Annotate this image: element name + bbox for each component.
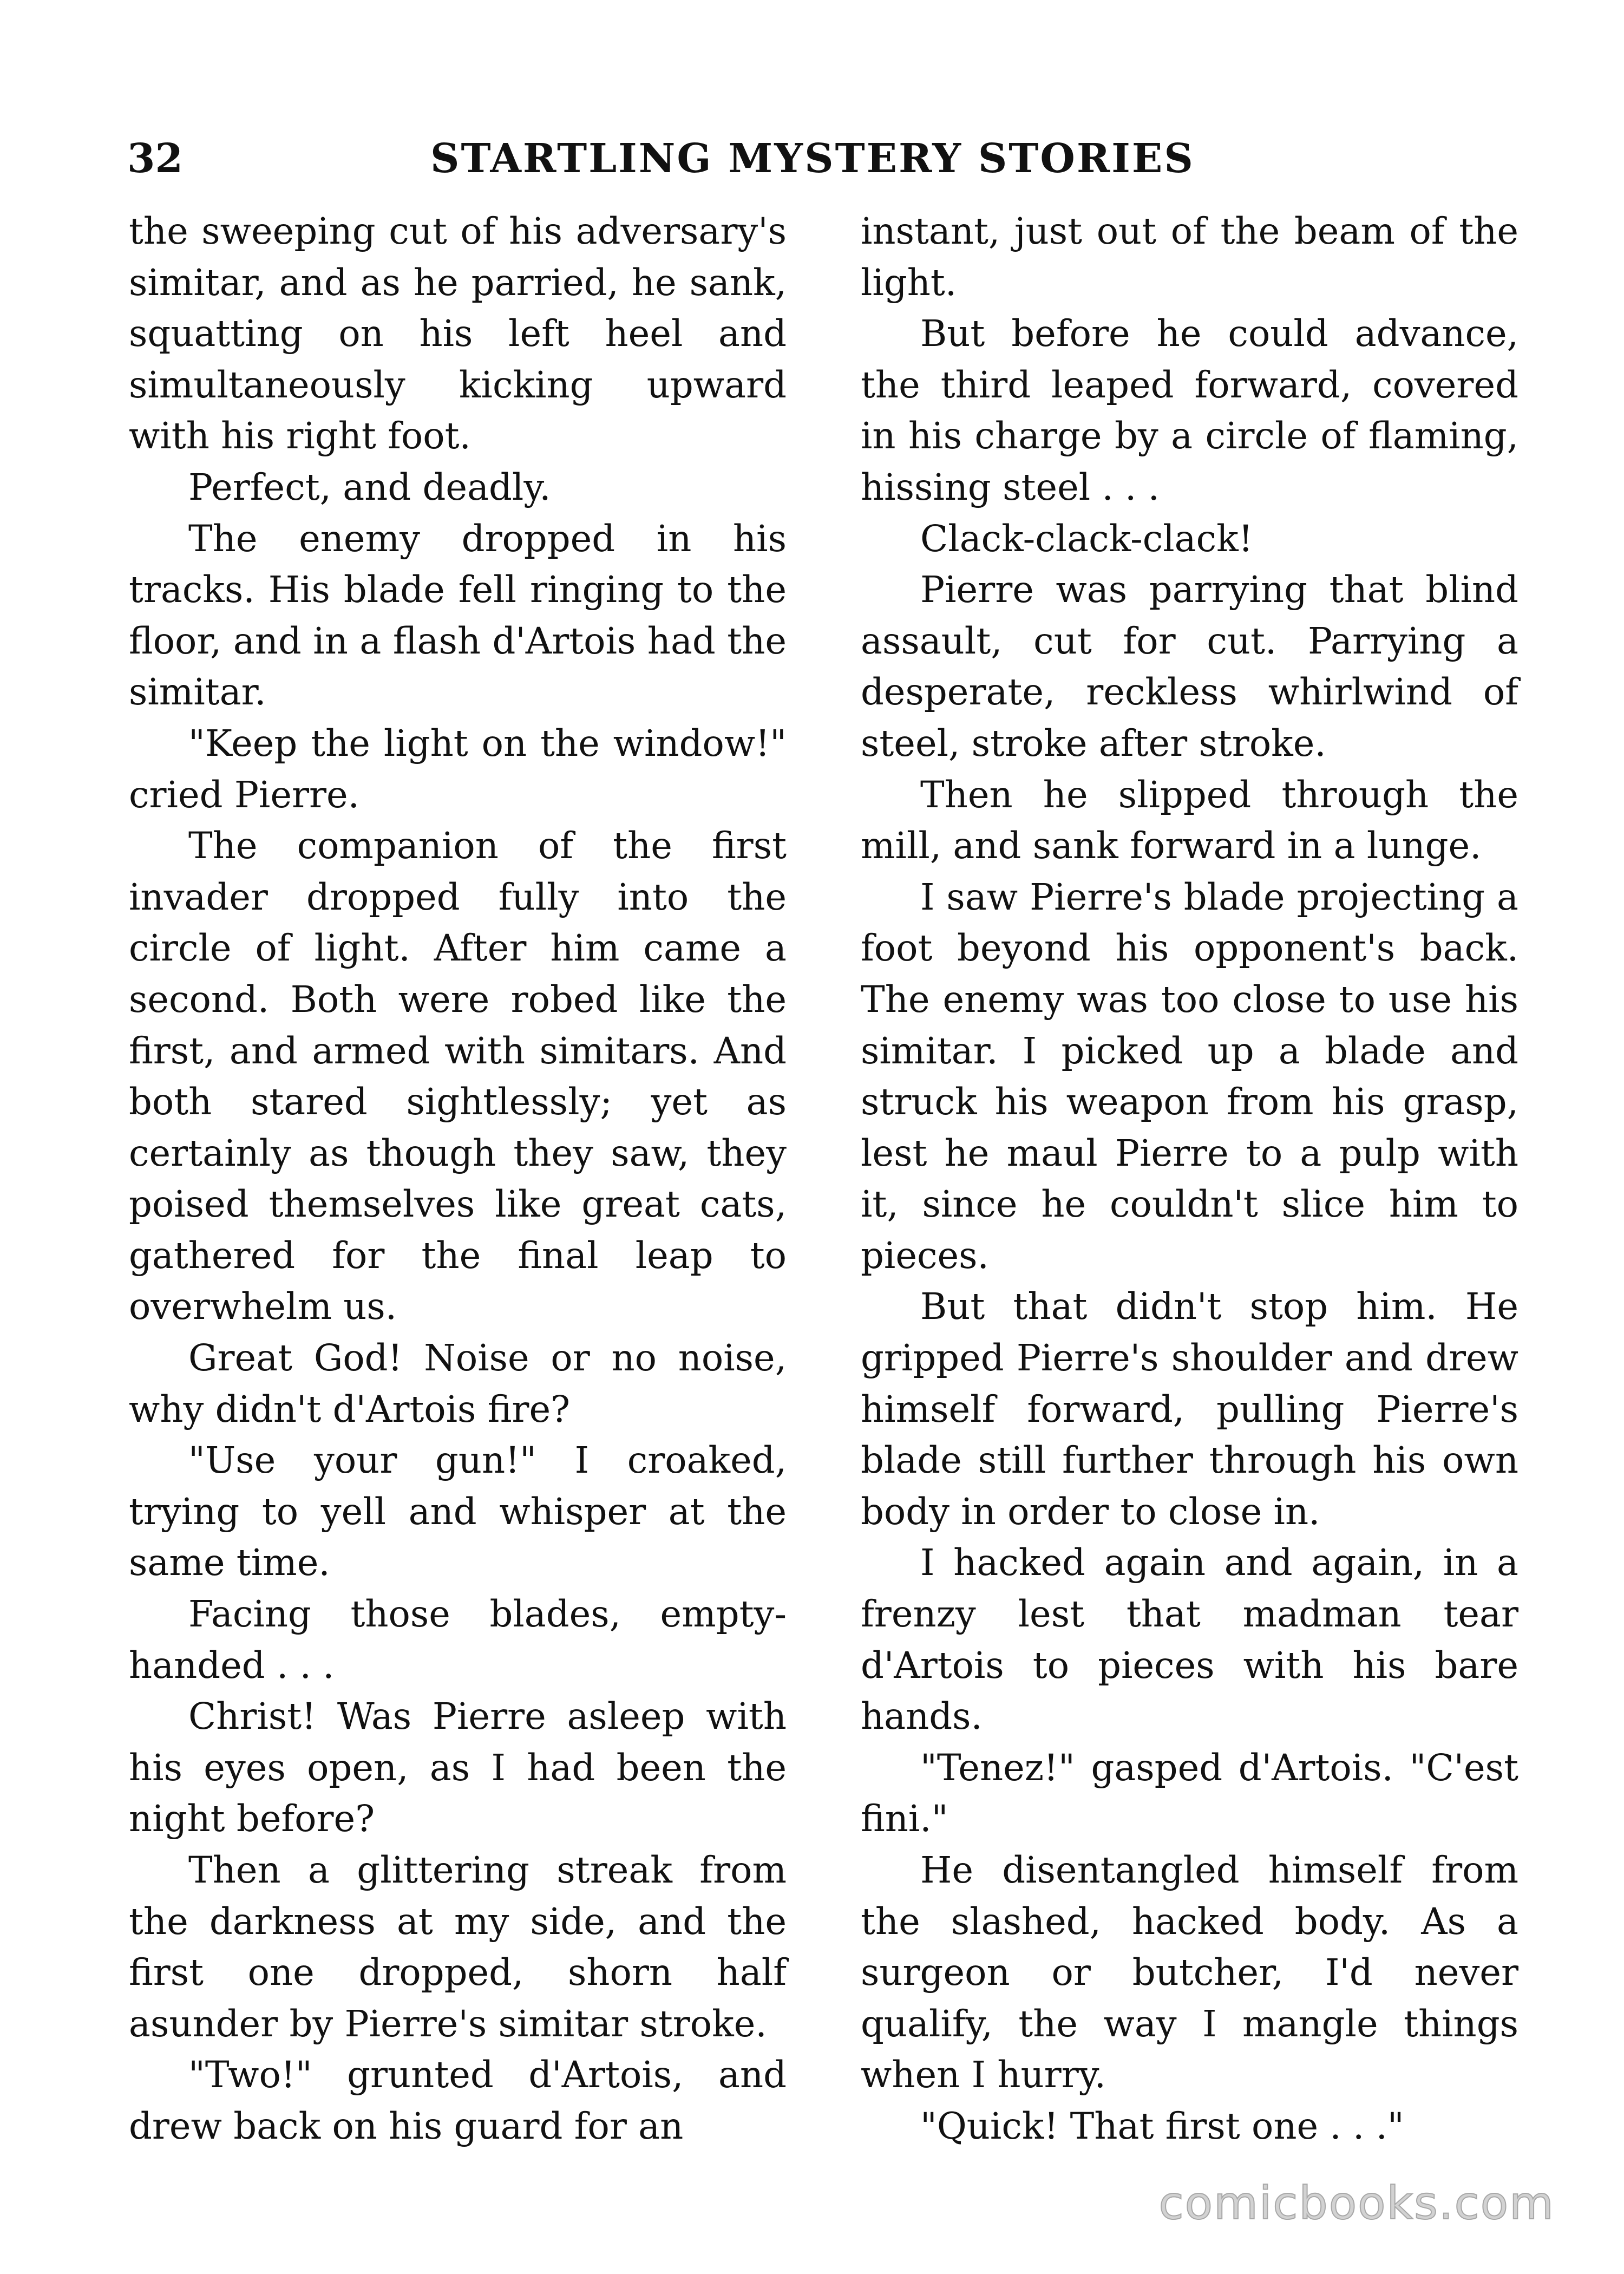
watermark: comicbooks.com: [1158, 2177, 1555, 2230]
paragraph: "Use your gun!" I croaked, trying to yell and whisper at the same time.: [129, 1439, 787, 1584]
paragraph: Christ! Was Pierre asleep with his eyes open, as I had been the night before?: [129, 1695, 787, 1840]
paragraph: I hacked again and again, in a frenzy lest that madman tear d'Artois to pieces with his bare hands.: [861, 1541, 1518, 1738]
paragraph: "Two!" grunted d'Artois, and drew back on his guard for an: [129, 2054, 787, 2147]
paragraph: The companion of the first invader dropped fully into the circle of light. After him came a second. Both were robed like the first, and armed with simitars. And both stared sightlessly; yet as certainly as though they saw, they poised themselves like great cats, gathered for the final leap to overwhelm us.: [129, 825, 787, 1328]
paragraph: "Keep the light on the window!" cried Pierre.: [129, 722, 787, 816]
page-number: 32: [127, 135, 183, 182]
paragraph: But that didn't stop him. He gripped Pierre's shoulder and drew himself forward, pulling Pierre's blade still further through his own body in order to close in.: [861, 1285, 1518, 1533]
paragraph: the sweeping cut of his adversary's simitar, and as he parried, he sank, squatting on his left heel and simultaneously kicking upward with his right foot.: [129, 210, 787, 458]
paragraph: Then he slipped through the mill, and sank forward in a lunge.: [861, 773, 1518, 867]
paragraph: "Tenez!" gasped d'Artois. "C'est fini.": [861, 1746, 1518, 1840]
paragraph: Pierre was parrying that blind assault, cut for cut. Parrying a desperate, reckless whirlwind of steel, stroke after stroke.: [861, 568, 1518, 764]
page-header: [127, 129, 1497, 188]
paragraph: But before he could advance, the third leaped forward, covered in his charge by a circle of flaming, hissing steel . . .: [861, 312, 1518, 508]
paragraph: He disentangled himself from the slashed, hacked body. As a surgeon or butcher, I'd never qualify, the way I mangle things when I hurry.: [861, 1849, 1518, 2096]
running-title: STARTLING MYSTERY STORIES: [430, 135, 1195, 182]
paragraph: I saw Pierre's blade projecting a foot beyond his opponent's back. The enemy was too close to use his simitar. I picked up a blade and struck his weapon from his grasp, lest he maul Pierre to a pulp with it, since he couldn't slice him to pieces.: [861, 875, 1518, 1277]
paragraph: Great God! Noise or no noise, why didn't d'Artois fire?: [129, 1337, 787, 1430]
text-column-left: [129, 206, 787, 2152]
paragraph: The enemy dropped in his tracks. His blade fell ringing to the floor, and in a flash d'Artois had the simitar.: [129, 517, 787, 714]
paragraph: Clack-clack-clack!: [920, 517, 1253, 560]
paragraph: "Quick! That first one . . .": [920, 2105, 1404, 2147]
paragraph: Facing those blades, empty-handed . . .: [129, 1593, 787, 1687]
text-column-right: [861, 206, 1518, 2152]
paragraph: Perfect, and deadly.: [188, 466, 551, 508]
paragraph: instant, just out of the beam of the light.: [861, 210, 1518, 304]
paragraph: Then a glittering streak from the darkness at my side, and the first one dropped, shorn half asunder by Pierre's simitar stroke.: [129, 1849, 787, 2045]
